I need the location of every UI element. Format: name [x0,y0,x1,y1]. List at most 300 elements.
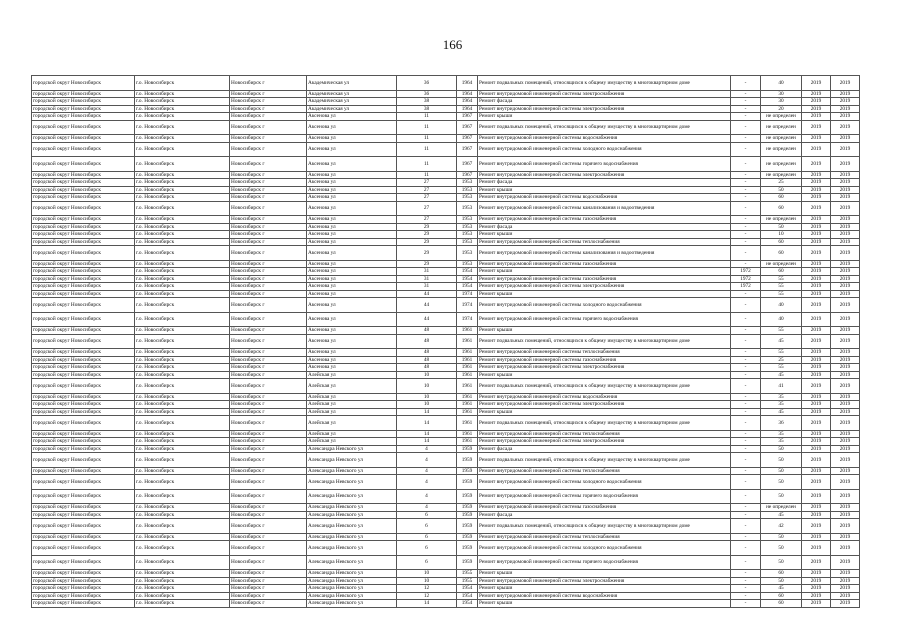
year-built-cell: 1959 [457,475,478,490]
table-row [32,120,860,135]
year-built-cell: 1954 [457,275,478,283]
city-cell: Новосибирск г [230,238,307,246]
plan-end-cell: 2019 [831,179,860,187]
plan-end-cell: 2019 [831,76,860,91]
street-cell: Аксенова ул [307,201,397,216]
municipality-cell: городской округ Новосибирск [32,445,135,453]
street-cell: Аксенова ул [307,327,397,335]
settlement-cell: г.о. Новосибирск [135,216,230,224]
table-row [32,113,860,121]
plan-start-cell: 2019 [802,298,831,313]
work-type-cell: Ремонт внутридомовой инженерной системы электроснабжения [478,438,731,446]
city-cell: Новосибирск г [230,246,307,261]
city-cell: Новосибирск г [230,489,307,504]
work-type-cell: Ремонт внутридомовой инженерной системы электроснабжения [478,90,731,98]
wear-cell: не определен [761,135,802,143]
wear-cell: 50 [761,223,802,231]
work-type-cell: Ремонт фасада [478,445,731,453]
table-row [32,142,860,157]
settlement-cell: г.о. Новосибирск [135,356,230,364]
year-built-cell: 1967 [457,113,478,121]
house-cell: 12 [397,592,457,600]
house-cell: 44 [397,312,457,327]
last-repair-cell: - [731,327,761,335]
street-cell: Александра Невского ул [307,511,397,519]
plan-end-cell: 2019 [831,186,860,194]
street-cell: Аксенова ул [307,186,397,194]
work-type-cell: Ремонт внутридомовой инженерной системы теплоснабжения [478,238,731,246]
city-cell: Новосибирск г [230,519,307,534]
city-cell: Новосибирск г [230,275,307,283]
plan-start-cell: 2019 [802,246,831,261]
municipality-cell: городской округ Новосибирск [32,113,135,121]
table-row [32,290,860,298]
plan-start-cell: 2019 [802,371,831,379]
municipality-cell: городской округ Новосибирск [32,216,135,224]
street-cell: Александра Невского ул [307,592,397,600]
plan-end-cell: 2019 [831,312,860,327]
city-cell: Новосибирск г [230,504,307,512]
last-repair-cell: - [731,379,761,394]
table-row [32,186,860,194]
table-row [32,430,860,438]
house-cell: 11 [397,171,457,179]
year-built-cell: 1961 [457,364,478,372]
table-row [32,401,860,409]
wear-cell: 50 [761,489,802,504]
house-cell: 11 [397,157,457,172]
table-row [32,555,860,570]
work-type-cell: Ремонт внутридомовой инженерной системы холодного водоснабжения [478,541,731,556]
plan-end-cell: 2019 [831,231,860,239]
street-cell: Аксенова ул [307,283,397,291]
table-row [32,371,860,379]
last-repair-cell: - [731,504,761,512]
last-repair-cell: - [731,511,761,519]
city-cell: Новосибирск г [230,171,307,179]
street-cell: Александра Невского ул [307,570,397,578]
work-type-cell: Ремонт внутридомовой инженерной системы электроснабжения [478,105,731,113]
plan-start-cell: 2019 [802,194,831,202]
year-built-cell: 1953 [457,260,478,268]
house-cell: 36 [397,76,457,91]
work-type-cell: Ремонт внутридомовой инженерной системы теплоснабжения [478,533,731,541]
settlement-cell: г.о. Новосибирск [135,327,230,335]
year-built-cell: 1959 [457,504,478,512]
city-cell: Новосибирск г [230,312,307,327]
plan-start-cell: 2019 [802,334,831,349]
plan-end-cell: 2019 [831,201,860,216]
year-built-cell: 1959 [457,519,478,534]
plan-end-cell: 2019 [831,356,860,364]
last-repair-cell: - [731,238,761,246]
plan-start-cell: 2019 [802,312,831,327]
settlement-cell: г.о. Новосибирск [135,238,230,246]
house-cell: 27 [397,186,457,194]
work-type-cell: Ремонт внутридомовой инженерной системы холодного водоснабжения [478,298,731,313]
plan-end-cell: 2019 [831,438,860,446]
city-cell: Новосибирск г [230,268,307,276]
wear-cell: не определен [761,120,802,135]
wear-cell: 55 [761,327,802,335]
plan-start-cell: 2019 [802,467,831,475]
table-row [32,511,860,519]
last-repair-cell: - [731,467,761,475]
settlement-cell: г.о. Новосибирск [135,379,230,394]
last-repair-cell: - [731,105,761,113]
year-built-cell: 1953 [457,216,478,224]
table-row [32,445,860,453]
year-built-cell: 1967 [457,135,478,143]
wear-cell: не определен [761,113,802,121]
settlement-cell: г.о. Новосибирск [135,438,230,446]
house-cell: 29 [397,223,457,231]
plan-end-cell: 2019 [831,504,860,512]
street-cell: Академическая ул [307,98,397,106]
municipality-cell: городской округ Новосибирск [32,98,135,106]
settlement-cell: г.о. Новосибирск [135,349,230,357]
table-row [32,504,860,512]
plan-end-cell: 2019 [831,246,860,261]
city-cell: Новосибирск г [230,393,307,401]
year-built-cell: 1953 [457,246,478,261]
street-cell: Аксенова ул [307,356,397,364]
settlement-cell: г.о. Новосибирск [135,275,230,283]
plan-end-cell: 2019 [831,430,860,438]
house-cell: 6 [397,519,457,534]
last-repair-cell: - [731,246,761,261]
house-cell: 11 [397,135,457,143]
city-cell: Новосибирск г [230,179,307,187]
house-cell: 44 [397,290,457,298]
year-built-cell: 1967 [457,157,478,172]
table-row [32,577,860,585]
wear-cell: 30 [761,90,802,98]
plan-end-cell: 2019 [831,401,860,409]
street-cell: Алейская ул [307,371,397,379]
municipality-cell: городской округ Новосибирск [32,298,135,313]
settlement-cell: г.о. Новосибирск [135,223,230,231]
last-repair-cell: - [731,98,761,106]
last-repair-cell: - [731,408,761,416]
plan-end-cell: 2019 [831,157,860,172]
plan-start-cell: 2019 [802,585,831,593]
work-type-cell: Ремонт внутридомовой инженерной системы газоснабжения [478,275,731,283]
house-cell: 10 [397,401,457,409]
municipality-cell: городской округ Новосибирск [32,312,135,327]
wear-cell: 55 [761,364,802,372]
year-built-cell: 1953 [457,186,478,194]
municipality-cell: городской округ Новосибирск [32,194,135,202]
last-repair-cell: 1972 [731,283,761,291]
work-type-cell: Ремонт крыши [478,371,731,379]
wear-cell: 45 [761,585,802,593]
house-cell: 14 [397,438,457,446]
plan-start-cell: 2019 [802,438,831,446]
year-built-cell: 1964 [457,105,478,113]
street-cell: Алейская ул [307,379,397,394]
last-repair-cell: - [731,570,761,578]
last-repair-cell: - [731,171,761,179]
work-type-cell: Ремонт внутридомовой инженерной системы горячего водоснабжения [478,555,731,570]
house-cell: 10 [397,577,457,585]
city-cell: Новосибирск г [230,260,307,268]
plan-start-cell: 2019 [802,445,831,453]
plan-end-cell: 2019 [831,577,860,585]
plan-start-cell: 2019 [802,76,831,91]
wear-cell: 60 [761,238,802,246]
city-cell: Новосибирск г [230,231,307,239]
last-repair-cell: - [731,216,761,224]
last-repair-cell: - [731,186,761,194]
settlement-cell: г.о. Новосибирск [135,393,230,401]
work-type-cell: Ремонт подвальных помещений, относящихся к общему имуществу в многоквартирном доме [478,76,731,91]
wear-cell: 10 [761,231,802,239]
municipality-cell: городской округ Новосибирск [32,401,135,409]
city-cell: Новосибирск г [230,349,307,357]
settlement-cell: г.о. Новосибирск [135,201,230,216]
plan-end-cell: 2019 [831,453,860,468]
house-cell: 14 [397,430,457,438]
municipality-cell: городской округ Новосибирск [32,231,135,239]
last-repair-cell: - [731,135,761,143]
municipality-cell: городской округ Новосибирск [32,438,135,446]
plan-start-cell: 2019 [802,105,831,113]
street-cell: Аксенова ул [307,364,397,372]
work-type-cell: Ремонт внутридомовой инженерной системы газоснабжения [478,504,731,512]
plan-end-cell: 2019 [831,592,860,600]
city-cell: Новосибирск г [230,577,307,585]
municipality-cell: городской округ Новосибирск [32,283,135,291]
house-cell: 31 [397,283,457,291]
settlement-cell: г.о. Новосибирск [135,489,230,504]
work-type-cell: Ремонт внутридомовой инженерной системы водоснабжения [478,592,731,600]
plan-start-cell: 2019 [802,268,831,276]
house-cell: 11 [397,142,457,157]
house-cell: 31 [397,275,457,283]
municipality-cell: городской округ Новосибирск [32,555,135,570]
table-row [32,334,860,349]
house-cell: 27 [397,179,457,187]
settlement-cell: г.о. Новосибирск [135,76,230,91]
year-built-cell: 1961 [457,371,478,379]
year-built-cell: 1953 [457,238,478,246]
city-cell: Новосибирск г [230,511,307,519]
settlement-cell: г.о. Новосибирск [135,533,230,541]
wear-cell: 50 [761,541,802,556]
settlement-cell: г.о. Новосибирск [135,142,230,157]
house-cell: 27 [397,194,457,202]
work-type-cell: Ремонт внутридомовой инженерной системы газоснабжения [478,356,731,364]
year-built-cell: 1954 [457,268,478,276]
municipality-cell: городской округ Новосибирск [32,570,135,578]
table-row [32,541,860,556]
plan-start-cell: 2019 [802,216,831,224]
plan-start-cell: 2019 [802,113,831,121]
table-row [32,489,860,504]
settlement-cell: г.о. Новосибирск [135,186,230,194]
last-repair-cell: - [731,489,761,504]
plan-start-cell: 2019 [802,577,831,585]
municipality-cell: городской округ Новосибирск [32,533,135,541]
house-cell: 6 [397,555,457,570]
plan-start-cell: 2019 [802,120,831,135]
settlement-cell: г.о. Новосибирск [135,592,230,600]
wear-cell: 45 [761,334,802,349]
house-cell: 29 [397,238,457,246]
municipality-cell: городской округ Новосибирск [32,327,135,335]
city-cell: Новосибирск г [230,364,307,372]
city-cell: Новосибирск г [230,90,307,98]
house-cell: 27 [397,201,457,216]
plan-end-cell: 2019 [831,570,860,578]
street-cell: Аксенова ул [307,349,397,357]
wear-cell: 60 [761,592,802,600]
municipality-cell: городской округ Новосибирск [32,489,135,504]
municipality-cell: городской округ Новосибирск [32,585,135,593]
street-cell: Аксенова ул [307,223,397,231]
plan-start-cell: 2019 [802,231,831,239]
settlement-cell: г.о. Новосибирск [135,157,230,172]
last-repair-cell: - [731,555,761,570]
street-cell: Александра Невского ул [307,533,397,541]
table-row [32,201,860,216]
settlement-cell: г.о. Новосибирск [135,171,230,179]
municipality-cell: городской округ Новосибирск [32,238,135,246]
plan-end-cell: 2019 [831,475,860,490]
settlement-cell: г.о. Новосибирск [135,600,230,608]
plan-start-cell: 2019 [802,260,831,268]
house-cell: 4 [397,467,457,475]
page-number: 166 [442,37,463,52]
settlement-cell: г.о. Новосибирск [135,511,230,519]
city-cell: Новосибирск г [230,453,307,468]
last-repair-cell: - [731,438,761,446]
city-cell: Новосибирск г [230,223,307,231]
plan-end-cell: 2019 [831,416,860,431]
wear-cell: 35 [761,393,802,401]
wear-cell: не определен [761,216,802,224]
settlement-cell: г.о. Новосибирск [135,105,230,113]
wear-cell: 45 [761,511,802,519]
year-built-cell: 1953 [457,223,478,231]
work-type-cell: Ремонт фасада [478,223,731,231]
settlement-cell: г.о. Новосибирск [135,90,230,98]
plan-start-cell: 2019 [802,453,831,468]
plan-start-cell: 2019 [802,364,831,372]
last-repair-cell: - [731,120,761,135]
plan-start-cell: 2019 [802,555,831,570]
plan-start-cell: 2019 [802,223,831,231]
house-cell: 48 [397,349,457,357]
year-built-cell: 1954 [457,283,478,291]
house-cell: 10 [397,570,457,578]
work-type-cell: Ремонт подвальных помещений, относящихся к общему имуществу в многоквартирном доме [478,334,731,349]
city-cell: Новосибирск г [230,533,307,541]
municipality-cell: городской округ Новосибирск [32,519,135,534]
year-built-cell: 1964 [457,98,478,106]
work-type-cell: Ремонт крыши [478,600,731,608]
settlement-cell: г.о. Новосибирск [135,246,230,261]
settlement-cell: г.о. Новосибирск [135,475,230,490]
plan-end-cell: 2019 [831,334,860,349]
settlement-cell: г.о. Новосибирск [135,555,230,570]
settlement-cell: г.о. Новосибирск [135,467,230,475]
table-row [32,349,860,357]
wear-cell: 50 [761,533,802,541]
plan-start-cell: 2019 [802,541,831,556]
city-cell: Новосибирск г [230,475,307,490]
plan-start-cell: 2019 [802,416,831,431]
house-cell: 14 [397,600,457,608]
house-cell: 36 [397,90,457,98]
year-built-cell: 1974 [457,298,478,313]
municipality-cell: городской округ Новосибирск [32,504,135,512]
work-type-cell: Ремонт внутридомовой инженерной системы холодного водоснабжения [478,475,731,490]
last-repair-cell: - [731,201,761,216]
house-cell: 12 [397,585,457,593]
street-cell: Аксенова ул [307,298,397,313]
wear-cell: 40 [761,298,802,313]
wear-cell: 45 [761,371,802,379]
plan-end-cell: 2019 [831,238,860,246]
city-cell: Новосибирск г [230,401,307,409]
city-cell: Новосибирск г [230,570,307,578]
work-type-cell: Ремонт внутридомовой инженерной системы теплоснабжения [478,467,731,475]
street-cell: Аксенова ул [307,268,397,276]
city-cell: Новосибирск г [230,201,307,216]
last-repair-cell: - [731,90,761,98]
table-row [32,600,860,608]
street-cell: Академическая ул [307,76,397,91]
year-built-cell: 1961 [457,408,478,416]
year-built-cell: 1953 [457,231,478,239]
municipality-cell: городской округ Новосибирск [32,541,135,556]
municipality-cell: городской округ Новосибирск [32,268,135,276]
wear-cell: 41 [761,379,802,394]
last-repair-cell: - [731,76,761,91]
city-cell: Новосибирск г [230,194,307,202]
municipality-cell: городской округ Новосибирск [32,157,135,172]
street-cell: Александра Невского ул [307,585,397,593]
settlement-cell: г.о. Новосибирск [135,570,230,578]
year-built-cell: 1959 [457,511,478,519]
plan-end-cell: 2019 [831,275,860,283]
plan-start-cell: 2019 [802,275,831,283]
plan-end-cell: 2019 [831,171,860,179]
street-cell: Аксенова ул [307,260,397,268]
plan-end-cell: 2019 [831,600,860,608]
year-built-cell: 1961 [457,334,478,349]
last-repair-cell: - [731,445,761,453]
year-built-cell: 1953 [457,194,478,202]
municipality-cell: городской округ Новосибирск [32,120,135,135]
year-built-cell: 1961 [457,438,478,446]
settlement-cell: г.о. Новосибирск [135,120,230,135]
wear-cell: 50 [761,445,802,453]
table-row [32,260,860,268]
work-type-cell: Ремонт фасада [478,511,731,519]
table-row [32,179,860,187]
wear-cell: 50 [761,577,802,585]
street-cell: Александра Невского ул [307,600,397,608]
table-row [32,223,860,231]
work-type-cell: Ремонт подвальных помещений, относящихся к общему имуществу в многоквартирном доме [478,379,731,394]
plan-end-cell: 2019 [831,585,860,593]
street-cell: Александра Невского ул [307,467,397,475]
year-built-cell: 1961 [457,379,478,394]
city-cell: Новосибирск г [230,113,307,121]
